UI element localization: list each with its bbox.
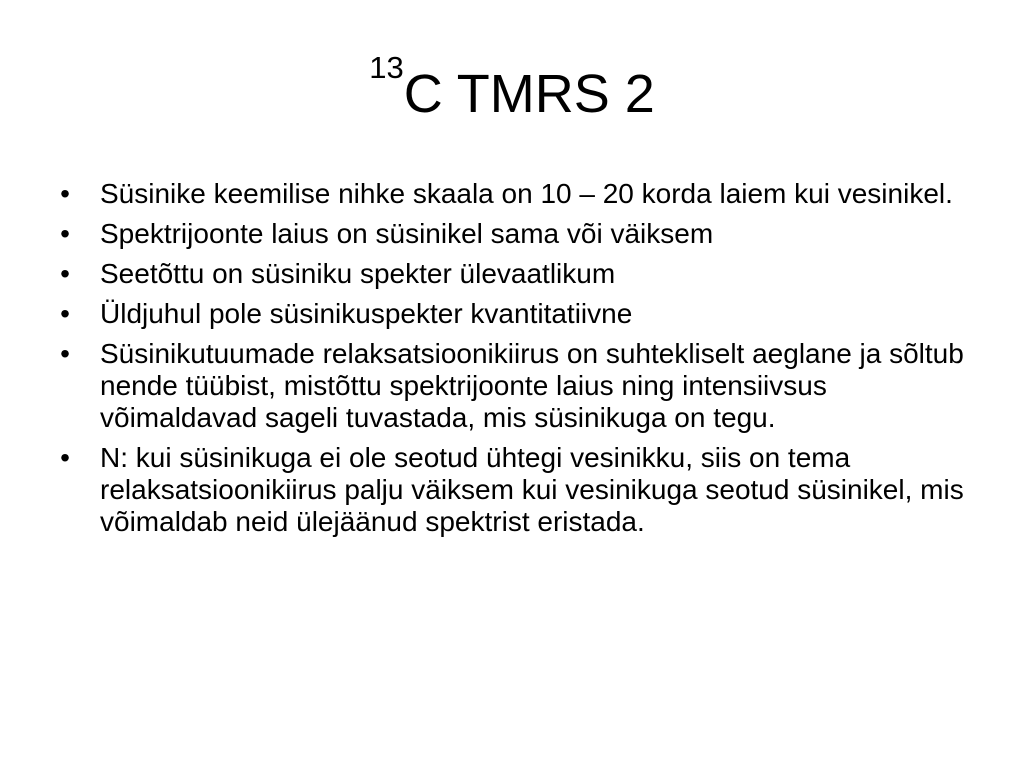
- bullet-item: [55, 178, 975, 210]
- bullet-marker: •: [60, 218, 70, 249]
- bullet-text: Spektrijoonte laius on süsinikel sama või väiksem: [100, 218, 714, 249]
- bullet-text: Üldjuhul pole süsinikuspekter kvantitatiivne: [100, 298, 633, 329]
- bullet-marker: •: [60, 178, 70, 209]
- bullet-text: Süsinikutuumade relaksatsioonikiirus on suhtekliselt aeglane ja sõltub nende tüübist, mistõttu spektrijoonte laius ning intensiivsus võimaldavad sageli tuvastada, mis süsinikuga on tegu.: [100, 338, 964, 433]
- bullet-text: N: kui süsinikuga ei ole seotud ühtegi vesinikku, siis on tema relaksatsioonikiirus palju väiksem kui vesinikuga seotud süsinikel, mis võimaldab neid ülejäänud spektrist eristada.: [100, 442, 964, 537]
- title-superscript: 13: [369, 50, 404, 85]
- bullet-marker: •: [60, 338, 70, 369]
- bullet-item: [55, 338, 975, 434]
- bullet-marker: •: [60, 258, 70, 289]
- bullet-item: [55, 218, 975, 250]
- slide-title: [0, 50, 1024, 130]
- bullet-marker: •: [60, 298, 70, 329]
- bullet-item: [55, 298, 975, 330]
- bullet-marker: •: [60, 442, 70, 473]
- bullet-list: [55, 178, 975, 546]
- bullet-item: [55, 442, 975, 538]
- bullet-text: Seetõttu on süsiniku spekter ülevaatlikum: [100, 258, 616, 289]
- bullet-item: [55, 258, 975, 290]
- title-text: C TMRS 2: [403, 64, 655, 124]
- bullet-text: Süsinike keemilise nihke skaala on 10 – 20 korda laiem kui vesinikel.: [100, 178, 953, 209]
